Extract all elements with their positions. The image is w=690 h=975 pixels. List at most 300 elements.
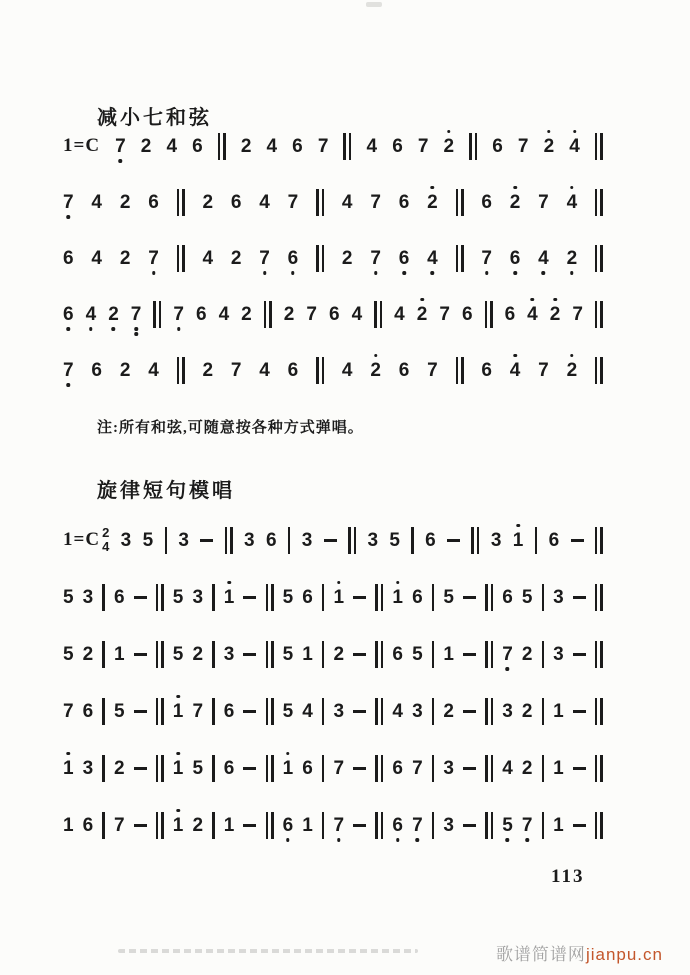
barline-stroke	[223, 133, 226, 160]
note: 4	[351, 303, 363, 325]
watermark	[496, 940, 663, 965]
note: 6	[302, 757, 313, 779]
barline-stroke	[343, 133, 346, 160]
note: 6	[82, 700, 94, 722]
barline-double	[595, 755, 603, 782]
barline-double	[266, 698, 274, 725]
music-line	[63, 352, 603, 388]
time-signature-top: 2	[102, 525, 110, 541]
held-note-dash	[463, 824, 476, 827]
note: 5	[172, 643, 184, 665]
barline-stroke	[266, 584, 269, 611]
held-note-dash	[447, 539, 460, 542]
held-note-dash	[463, 596, 476, 599]
barline-stroke	[316, 189, 319, 216]
note: 6	[461, 303, 473, 325]
barline-double	[471, 527, 479, 554]
note: 1	[513, 531, 524, 550]
note: 1	[392, 588, 403, 607]
barline-stroke	[225, 527, 228, 554]
barline-stroke	[381, 584, 384, 611]
barline-stroke	[491, 584, 494, 611]
note: 2	[417, 305, 428, 324]
scan-artifact-top	[366, 2, 382, 7]
note: 7	[334, 816, 345, 835]
barline-single	[535, 527, 538, 554]
note: 4	[341, 359, 353, 381]
barline-stroke	[595, 357, 598, 384]
note: 4	[259, 191, 270, 213]
note: 2	[443, 700, 454, 722]
note: 1	[173, 759, 184, 778]
note: 5	[113, 700, 125, 722]
note: 2	[510, 193, 521, 212]
watermark-site-name: 歌谱简谱网	[495, 945, 586, 964]
note: 2	[82, 643, 94, 665]
barline-single	[212, 641, 215, 668]
note: 7	[412, 816, 423, 835]
note: 4	[302, 700, 313, 722]
note: 2	[567, 361, 578, 380]
octave-dot-below	[119, 159, 123, 163]
barline-stroke	[349, 133, 352, 160]
barline-stroke	[380, 301, 383, 328]
barline-single	[212, 812, 215, 839]
note: 3	[82, 586, 94, 608]
note: 6	[328, 303, 340, 325]
barline-single	[212, 755, 215, 782]
barline-single	[542, 698, 545, 725]
note: 6	[398, 191, 410, 213]
barline-stroke	[485, 584, 488, 611]
note: 6	[287, 359, 299, 381]
barline-double	[153, 301, 161, 328]
note: 2	[241, 303, 252, 325]
music-line	[63, 693, 603, 729]
barline-double	[595, 133, 603, 160]
held-note-dash	[353, 596, 366, 599]
held-note-dash	[573, 767, 586, 770]
note: 2	[113, 757, 125, 779]
barline-stroke	[600, 245, 603, 272]
barline-single	[212, 698, 215, 725]
note: 7	[572, 303, 583, 325]
barline-stroke	[182, 357, 185, 384]
note: 1	[302, 814, 313, 836]
section2-music-lines	[63, 522, 603, 864]
time-signature	[102, 526, 109, 553]
barline-single	[542, 755, 545, 782]
note: 2	[521, 757, 533, 779]
held-note-dash	[243, 653, 256, 656]
held-note-dash	[573, 596, 586, 599]
octave-dot-below	[263, 271, 267, 275]
barline-single	[102, 698, 105, 725]
barline-single	[102, 755, 105, 782]
note: 2	[240, 135, 252, 157]
barline-stroke	[600, 698, 603, 725]
note: 7	[115, 137, 126, 156]
barline-stroke	[375, 755, 378, 782]
barline-double	[264, 301, 272, 328]
barline-stroke	[485, 641, 488, 668]
note: 2	[521, 700, 533, 722]
held-note-dash	[353, 767, 366, 770]
barline-double	[225, 527, 233, 554]
barline-stroke	[491, 812, 494, 839]
barline-stroke	[266, 755, 269, 782]
note: 3	[120, 529, 132, 551]
note: 7	[427, 359, 438, 381]
note: 7	[502, 645, 513, 664]
note: 4	[341, 191, 353, 213]
octave-dot-below	[134, 332, 138, 336]
barline-double	[485, 301, 493, 328]
held-note-dash	[463, 767, 476, 770]
note: 1	[173, 816, 184, 835]
octave-dot-above	[176, 752, 180, 756]
note: 6	[265, 529, 277, 551]
octave-dot-above	[420, 298, 424, 302]
note: 1	[224, 588, 235, 607]
barline-stroke	[161, 755, 164, 782]
barline-single	[432, 584, 435, 611]
note: 2	[140, 135, 152, 157]
time-signature-bottom: 4	[102, 539, 110, 554]
section2-heading: 旋律短句模唱	[97, 480, 235, 502]
octave-dot-above	[531, 298, 535, 302]
note: 2	[521, 643, 533, 665]
note: 4	[538, 249, 549, 268]
note: 6	[392, 135, 403, 157]
note: 3	[553, 643, 564, 665]
music-line	[63, 579, 603, 615]
note: 6	[113, 586, 125, 608]
octave-dot-below	[506, 838, 510, 842]
barline-stroke	[266, 812, 269, 839]
barline-double	[595, 641, 603, 668]
octave-dot-below	[67, 215, 71, 219]
note: 1	[223, 814, 235, 836]
barline-stroke	[271, 641, 274, 668]
barline-double	[595, 357, 603, 384]
page-number: 113	[551, 866, 585, 887]
note: 5	[172, 586, 184, 608]
barline-stroke	[159, 301, 162, 328]
note: 1	[553, 757, 564, 779]
barline-stroke	[161, 641, 164, 668]
barline-stroke	[477, 527, 480, 554]
note: 7	[259, 249, 270, 268]
barline-stroke	[595, 755, 598, 782]
note: 2	[550, 305, 561, 324]
held-note-dash	[243, 824, 256, 827]
barline-single	[322, 755, 325, 782]
note: 6	[392, 816, 403, 835]
octave-dot-above	[553, 298, 557, 302]
octave-dot-below	[89, 327, 93, 331]
note: 5	[502, 816, 513, 835]
note: 6	[288, 249, 299, 268]
note: 6	[302, 586, 313, 608]
barline-stroke	[161, 812, 164, 839]
barline-double	[485, 641, 493, 668]
barline-stroke	[595, 189, 598, 216]
octave-dot-below	[506, 667, 510, 671]
barline-stroke	[264, 301, 267, 328]
music-line	[63, 807, 603, 843]
barline-stroke	[161, 698, 164, 725]
music-line	[63, 522, 603, 558]
barline-single	[288, 527, 291, 554]
barline-stroke	[230, 527, 233, 554]
note: 5	[142, 529, 154, 551]
note: 3	[178, 529, 189, 551]
note-text: 注:所有和弦,可随意按各种方式弹唱。	[97, 420, 364, 436]
octave-dot-above	[337, 581, 341, 585]
barline-stroke	[469, 133, 472, 160]
note: 5	[192, 757, 204, 779]
held-note-dash	[243, 710, 256, 713]
barline-stroke	[269, 301, 272, 328]
barline-single	[542, 584, 545, 611]
note: 6	[481, 191, 492, 213]
note: 6	[91, 359, 102, 381]
barline-double	[375, 641, 383, 668]
barline-double	[266, 812, 274, 839]
note: 5	[389, 529, 400, 551]
note: 6	[392, 643, 403, 665]
note: 6	[504, 303, 516, 325]
barline-stroke	[485, 755, 488, 782]
note: 4	[427, 249, 438, 268]
octave-dot-above	[570, 354, 574, 358]
note: 7	[370, 249, 381, 268]
octave-dot-above	[570, 186, 574, 190]
barline-stroke	[461, 357, 464, 384]
held-note-dash	[353, 824, 366, 827]
note: 6	[292, 135, 303, 157]
note: 7	[131, 305, 142, 324]
barline-stroke	[471, 527, 474, 554]
barline-double	[266, 641, 274, 668]
octave-dot-below	[374, 271, 378, 275]
octave-dot-above	[67, 752, 71, 756]
barline-stroke	[156, 698, 159, 725]
octave-dot-below	[286, 838, 290, 842]
barline-stroke	[491, 755, 494, 782]
octave-dot-below	[67, 327, 71, 331]
held-note-dash	[573, 824, 586, 827]
barline-stroke	[375, 584, 378, 611]
note: 6	[510, 249, 521, 268]
barline-stroke	[271, 812, 274, 839]
barline-stroke	[595, 584, 598, 611]
barline-single	[322, 698, 325, 725]
note: 6	[399, 249, 410, 268]
barline-stroke	[177, 357, 180, 384]
barline-double	[348, 527, 356, 554]
barline-double	[469, 133, 477, 160]
note: 4	[202, 247, 214, 269]
octave-dot-below	[177, 327, 181, 331]
barline-double	[485, 584, 493, 611]
note: 5	[63, 643, 74, 665]
octave-dot-above	[176, 809, 180, 813]
key-signature	[63, 526, 109, 553]
held-note-dash	[200, 539, 213, 542]
note: 2	[119, 359, 131, 381]
barline-stroke	[322, 245, 325, 272]
watermark-site-url: jianpu.cn	[585, 945, 663, 964]
note: 1	[173, 702, 184, 721]
note: 5	[521, 586, 533, 608]
barline-double	[156, 755, 164, 782]
note: 7	[173, 305, 184, 324]
barline-stroke	[266, 641, 269, 668]
note: 2	[119, 247, 131, 269]
note: 6	[502, 586, 513, 608]
barline-double	[266, 584, 274, 611]
note: 1	[334, 588, 345, 607]
barline-stroke	[595, 133, 598, 160]
note: 3	[244, 529, 255, 551]
octave-dot-below	[134, 327, 138, 331]
note: 7	[439, 303, 450, 325]
note: 1	[283, 759, 294, 778]
barline-double	[156, 584, 164, 611]
note: 4	[266, 135, 278, 157]
note: 4	[392, 700, 403, 722]
octave-dot-above	[227, 581, 231, 585]
note: 2	[544, 137, 555, 156]
note: 5	[443, 586, 454, 608]
barline-double	[485, 755, 493, 782]
barline-stroke	[456, 357, 459, 384]
section1-music-lines	[63, 128, 603, 408]
note: 4	[510, 361, 521, 380]
barline-single	[542, 641, 545, 668]
note: 2	[230, 247, 242, 269]
barline-stroke	[156, 755, 159, 782]
note: 7	[63, 361, 74, 380]
octave-dot-below	[525, 838, 529, 842]
barline-double	[316, 245, 324, 272]
music-line	[63, 240, 603, 276]
barline-stroke	[381, 812, 384, 839]
octave-dot-above	[573, 130, 577, 134]
barline-single	[432, 641, 435, 668]
held-note-dash	[134, 767, 147, 770]
octave-dot-below	[337, 838, 341, 842]
barline-stroke	[156, 812, 159, 839]
barline-single	[411, 527, 414, 554]
barline-stroke	[381, 755, 384, 782]
barline-stroke	[490, 301, 493, 328]
octave-dot-below	[402, 271, 406, 275]
octave-dot-above	[513, 354, 517, 358]
key-signature	[63, 135, 100, 157]
barline-stroke	[375, 698, 378, 725]
barline-double	[375, 755, 383, 782]
barline-double	[375, 812, 383, 839]
note: 5	[282, 700, 294, 722]
octave-dot-below	[542, 271, 546, 275]
octave-dot-above	[516, 524, 520, 528]
note: 2	[192, 814, 204, 836]
octave-dot-above	[547, 130, 551, 134]
barline-double	[375, 584, 383, 611]
octave-dot-below	[416, 838, 420, 842]
barline-stroke	[600, 584, 603, 611]
octave-dot-below	[152, 271, 156, 275]
barline-double	[456, 189, 464, 216]
note: 1	[63, 759, 74, 778]
barline-double	[595, 301, 603, 328]
barline-stroke	[271, 755, 274, 782]
music-line	[63, 184, 603, 220]
barline-double	[375, 698, 383, 725]
barline-stroke	[381, 641, 384, 668]
barline-single	[102, 641, 105, 668]
barline-double	[156, 641, 164, 668]
note: 1	[113, 643, 125, 665]
held-note-dash	[134, 596, 147, 599]
octave-dot-below	[67, 383, 71, 387]
barline-single	[432, 755, 435, 782]
held-note-dash	[353, 710, 366, 713]
note: 2	[370, 361, 381, 380]
barline-stroke	[375, 812, 378, 839]
note: 2	[341, 247, 353, 269]
note: 2	[283, 303, 295, 325]
barline-stroke	[600, 641, 603, 668]
held-note-dash	[573, 710, 586, 713]
note: 7	[370, 191, 381, 213]
held-note-dash	[134, 824, 147, 827]
note: 7	[148, 249, 159, 268]
octave-dot-below	[513, 271, 517, 275]
barline-stroke	[600, 133, 603, 160]
note: 6	[398, 359, 410, 381]
held-note-dash	[573, 653, 586, 656]
note: 3	[333, 700, 345, 722]
barline-stroke	[600, 357, 603, 384]
note: 6	[548, 529, 560, 551]
note: 4	[527, 305, 538, 324]
barline-stroke	[153, 301, 156, 328]
note: 5	[282, 643, 294, 665]
barline-stroke	[595, 527, 598, 554]
note: 1	[553, 700, 564, 722]
note: 6	[283, 816, 294, 835]
barline-stroke	[161, 584, 164, 611]
barline-double	[177, 357, 185, 384]
held-note-dash	[353, 653, 366, 656]
note: 2	[427, 193, 438, 212]
music-line	[63, 636, 603, 672]
note: 2	[202, 359, 214, 381]
barline-double	[485, 812, 493, 839]
barline-double	[316, 357, 324, 384]
barline-double	[316, 189, 324, 216]
octave-dot-above	[176, 695, 180, 699]
octave-dot-below	[431, 271, 435, 275]
barline-single	[165, 527, 168, 554]
octave-dot-above	[431, 186, 435, 190]
barline-stroke	[316, 357, 319, 384]
note: 4	[502, 757, 513, 779]
